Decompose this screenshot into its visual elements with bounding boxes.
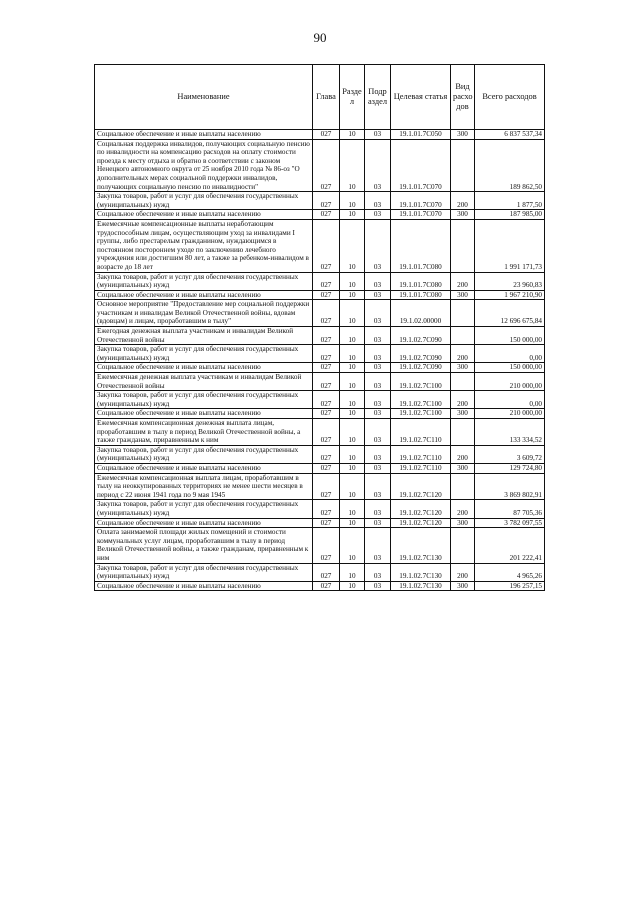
cell-name: Социальное обеспечение и иные выплаты населению — [95, 130, 313, 140]
cell-section: 10 — [340, 327, 365, 345]
cell-type — [451, 327, 475, 345]
table-row — [95, 219, 545, 272]
cell-article: 19.1.01.7С080 — [391, 290, 451, 300]
table-row — [95, 327, 545, 345]
cell-type: 200 — [451, 391, 475, 409]
cell-type: 300 — [451, 363, 475, 373]
cell-section: 10 — [340, 300, 365, 327]
cell-subsection: 03 — [365, 581, 391, 591]
cell-subsection: 03 — [365, 518, 391, 528]
cell-total: 189 862,50 — [475, 139, 545, 192]
cell-chapter: 027 — [313, 363, 340, 373]
table-row — [95, 300, 545, 327]
cell-total: 12 696 675,84 — [475, 300, 545, 327]
cell-chapter: 027 — [313, 300, 340, 327]
cell-article: 19.1.01.7С070 — [391, 210, 451, 220]
cell-type: 300 — [451, 290, 475, 300]
table-row — [95, 373, 545, 391]
cell-section: 10 — [340, 219, 365, 272]
table-row — [95, 518, 545, 528]
cell-type — [451, 419, 475, 446]
cell-total: 87 705,36 — [475, 500, 545, 518]
table-body — [95, 130, 545, 591]
cell-section: 10 — [340, 139, 365, 192]
cell-article: 19.1.01.7С050 — [391, 130, 451, 140]
cell-chapter: 027 — [313, 463, 340, 473]
table-row — [95, 463, 545, 473]
cell-chapter: 027 — [313, 373, 340, 391]
cell-type — [451, 139, 475, 192]
cell-subsection: 03 — [365, 219, 391, 272]
cell-article: 19.1.02.7С100 — [391, 373, 451, 391]
cell-total: 187 985,00 — [475, 210, 545, 220]
table-row — [95, 272, 545, 290]
cell-article: 19.1.02.7С090 — [391, 363, 451, 373]
cell-total: 150 000,00 — [475, 327, 545, 345]
cell-section: 10 — [340, 363, 365, 373]
cell-name: Ежемесячная компенсационная выплата лицам, проработавшим в тылу на неоккупированных территориях не менее шести месяцев в период с 22 июня 1941 года по 9 мая 1945 — [95, 473, 313, 500]
cell-type: 200 — [451, 445, 475, 463]
cell-type: 300 — [451, 518, 475, 528]
cell-subsection: 03 — [365, 345, 391, 363]
table-row — [95, 445, 545, 463]
cell-section: 10 — [340, 581, 365, 591]
cell-name: Основное мероприятие "Предоставление мер социальной поддержки участникам и инвалидам Великой Отечественной войны, вдовам (вдовцам) и лицам, проработавшим в тылу" — [95, 300, 313, 327]
cell-chapter: 027 — [313, 419, 340, 446]
table-row — [95, 210, 545, 220]
cell-section: 10 — [340, 192, 365, 210]
cell-type — [451, 300, 475, 327]
cell-name: Социальное обеспечение и иные выплаты населению — [95, 363, 313, 373]
cell-subsection: 03 — [365, 409, 391, 419]
cell-chapter: 027 — [313, 130, 340, 140]
table-row — [95, 419, 545, 446]
cell-name: Социальное обеспечение и иные выплаты населению — [95, 581, 313, 591]
cell-subsection: 03 — [365, 139, 391, 192]
table-row — [95, 192, 545, 210]
cell-chapter: 027 — [313, 581, 340, 591]
cell-type: 200 — [451, 500, 475, 518]
cell-total: 0,00 — [475, 391, 545, 409]
cell-total: 201 222,41 — [475, 528, 545, 563]
cell-subsection: 03 — [365, 528, 391, 563]
cell-chapter: 027 — [313, 409, 340, 419]
cell-chapter: 027 — [313, 563, 340, 581]
cell-section: 10 — [340, 391, 365, 409]
cell-subsection: 03 — [365, 300, 391, 327]
cell-article: 19.1.02.7С110 — [391, 419, 451, 446]
cell-chapter: 027 — [313, 518, 340, 528]
cell-total: 150 000,00 — [475, 363, 545, 373]
cell-article: 19.1.01.7С070 — [391, 139, 451, 192]
cell-chapter: 027 — [313, 500, 340, 518]
cell-article: 19.1.02.7С100 — [391, 409, 451, 419]
cell-total: 196 257,15 — [475, 581, 545, 591]
cell-total: 210 000,00 — [475, 373, 545, 391]
cell-type: 300 — [451, 130, 475, 140]
cell-subsection: 03 — [365, 563, 391, 581]
cell-name: Закупка товаров, работ и услуг для обеспечения государственных (муниципальных) нужд — [95, 500, 313, 518]
header-total: Всего расходов — [475, 65, 545, 130]
cell-total: 6 837 537,34 — [475, 130, 545, 140]
cell-total: 3 782 097,55 — [475, 518, 545, 528]
cell-type: 200 — [451, 563, 475, 581]
header-chapter: Глава — [313, 65, 340, 130]
cell-chapter: 027 — [313, 473, 340, 500]
cell-article: 19.1.01.7С070 — [391, 192, 451, 210]
table-row — [95, 581, 545, 591]
cell-total: 3 869 802,91 — [475, 473, 545, 500]
cell-section: 10 — [340, 563, 365, 581]
table-row — [95, 473, 545, 500]
cell-total: 210 000,00 — [475, 409, 545, 419]
cell-chapter: 027 — [313, 272, 340, 290]
cell-total: 129 724,80 — [475, 463, 545, 473]
cell-subsection: 03 — [365, 363, 391, 373]
cell-section: 10 — [340, 272, 365, 290]
cell-subsection: 03 — [365, 210, 391, 220]
cell-article: 19.1.02.7С120 — [391, 500, 451, 518]
cell-name: Закупка товаров, работ и услуг для обеспечения государственных (муниципальных) нужд — [95, 445, 313, 463]
cell-chapter: 027 — [313, 327, 340, 345]
cell-name: Ежемесячные компенсационные выплаты неработающим трудоспособным лицам, осуществляющим уход за инвалидами I группы, либо престарелым гражданином, нуждающимся в постоянном постороннем уходе по заключению лечебного учреждения или достигшим 80 лет, а также за ребенком-инвалидом в возрасте до 18 лет — [95, 219, 313, 272]
cell-type: 300 — [451, 581, 475, 591]
cell-chapter: 027 — [313, 528, 340, 563]
cell-chapter: 027 — [313, 210, 340, 220]
cell-section: 10 — [340, 445, 365, 463]
cell-name: Закупка товаров, работ и услуг для обеспечения государственных (муниципальных) нужд — [95, 391, 313, 409]
table-row — [95, 391, 545, 409]
cell-name: Закупка товаров, работ и услуг для обеспечения государственных (муниципальных) нужд — [95, 272, 313, 290]
table-row — [95, 363, 545, 373]
cell-name: Ежемесячная компенсационная денежная выплата лицам, проработавшим в тылу в период Великой Отечественной войны, а также гражданам, приравненным к ним — [95, 419, 313, 446]
cell-article: 19.1.01.7С080 — [391, 272, 451, 290]
cell-name: Социальное обеспечение и иные выплаты населению — [95, 210, 313, 220]
cell-type — [451, 473, 475, 500]
cell-type: 300 — [451, 463, 475, 473]
cell-subsection: 03 — [365, 327, 391, 345]
header-section: Разде л — [340, 65, 365, 130]
cell-name: Закупка товаров, работ и услуг для обеспечения государственных (муниципальных) нужд — [95, 192, 313, 210]
cell-total: 0,00 — [475, 345, 545, 363]
cell-total: 4 965,26 — [475, 563, 545, 581]
cell-total: 3 609,72 — [475, 445, 545, 463]
cell-chapter: 027 — [313, 391, 340, 409]
table-row — [95, 528, 545, 563]
cell-subsection: 03 — [365, 391, 391, 409]
cell-section: 10 — [340, 345, 365, 363]
cell-chapter: 027 — [313, 345, 340, 363]
cell-section: 10 — [340, 290, 365, 300]
cell-type: 200 — [451, 192, 475, 210]
cell-article: 19.1.02.7С090 — [391, 345, 451, 363]
cell-type: 300 — [451, 409, 475, 419]
cell-name: Ежемесячная денежная выплата участникам и инвалидам Великой Отечественной войны — [95, 373, 313, 391]
cell-subsection: 03 — [365, 419, 391, 446]
cell-article: 19.1.02.7С090 — [391, 327, 451, 345]
cell-section: 10 — [340, 463, 365, 473]
cell-article: 19.1.02.7С110 — [391, 463, 451, 473]
cell-article: 19.1.02.7С130 — [391, 528, 451, 563]
page-number: 90 — [313, 30, 327, 45]
cell-total: 23 960,83 — [475, 272, 545, 290]
budget-table-container — [94, 64, 545, 591]
cell-section: 10 — [340, 409, 365, 419]
cell-article: 19.1.02.00000 — [391, 300, 451, 327]
cell-type: 200 — [451, 345, 475, 363]
cell-section: 10 — [340, 500, 365, 518]
cell-chapter: 027 — [313, 219, 340, 272]
cell-type: 300 — [451, 210, 475, 220]
cell-subsection: 03 — [365, 500, 391, 518]
table-row — [95, 290, 545, 300]
table-row — [95, 563, 545, 581]
cell-name: Социальное обеспечение и иные выплаты населению — [95, 409, 313, 419]
table-row — [95, 139, 545, 192]
cell-subsection: 03 — [365, 445, 391, 463]
cell-subsection: 03 — [365, 272, 391, 290]
cell-total: 133 334,52 — [475, 419, 545, 446]
table-row — [95, 130, 545, 140]
cell-section: 10 — [340, 473, 365, 500]
table-header-row — [95, 65, 545, 130]
cell-article: 19.1.02.7С100 — [391, 391, 451, 409]
cell-name: Социальная поддержка инвалидов, получающих социальную пенсию по инвалидности на компенсацию расходов на оплату стоимости проезда к месту отдыха и обратно в соответствии с законом Ненецкого автономного округа от 25 ноября 2010 года № 86-оз "О дополнительных мерах социальной поддержки инвалидов, получающих социальную пенсию по инвалидности" — [95, 139, 313, 192]
cell-section: 10 — [340, 210, 365, 220]
cell-total: 1 967 210,90 — [475, 290, 545, 300]
cell-name: Ежегодная денежная выплата участникам и инвалидам Великой Отечественной войны — [95, 327, 313, 345]
cell-chapter: 027 — [313, 445, 340, 463]
cell-subsection: 03 — [365, 130, 391, 140]
cell-chapter: 027 — [313, 139, 340, 192]
cell-name: Социальное обеспечение и иные выплаты населению — [95, 518, 313, 528]
budget-table — [94, 64, 545, 591]
table-row — [95, 500, 545, 518]
cell-subsection: 03 — [365, 463, 391, 473]
cell-section: 10 — [340, 528, 365, 563]
cell-name: Закупка товаров, работ и услуг для обеспечения государственных (муниципальных) нужд — [95, 345, 313, 363]
cell-subsection: 03 — [365, 192, 391, 210]
cell-section: 10 — [340, 130, 365, 140]
cell-total: 1 877,50 — [475, 192, 545, 210]
cell-name: Оплата занимаемой площади жилых помещений и стоимости коммунальных услуг лицам, проработавшим в тылу в период Великой Отечественной войны, а также гражданам, приравненным к ним — [95, 528, 313, 563]
header-type: Вид расхо дов — [451, 65, 475, 130]
cell-chapter: 027 — [313, 192, 340, 210]
cell-name: Закупка товаров, работ и услуг для обеспечения государственных (муниципальных) нужд — [95, 563, 313, 581]
cell-chapter: 027 — [313, 290, 340, 300]
header-name: Наименование — [95, 65, 313, 130]
cell-subsection: 03 — [365, 373, 391, 391]
cell-article: 19.1.02.7С130 — [391, 581, 451, 591]
header-article: Целевая статья — [391, 65, 451, 130]
cell-type — [451, 373, 475, 391]
cell-total: 1 991 171,73 — [475, 219, 545, 272]
table-row — [95, 345, 545, 363]
cell-article: 19.1.02.7С120 — [391, 473, 451, 500]
cell-type — [451, 528, 475, 563]
cell-name: Социальное обеспечение и иные выплаты населению — [95, 463, 313, 473]
cell-section: 10 — [340, 419, 365, 446]
cell-article: 19.1.02.7С130 — [391, 563, 451, 581]
cell-article: 19.1.02.7С110 — [391, 445, 451, 463]
cell-article: 19.1.01.7С080 — [391, 219, 451, 272]
table-row — [95, 409, 545, 419]
cell-subsection: 03 — [365, 473, 391, 500]
cell-section: 10 — [340, 518, 365, 528]
cell-type — [451, 219, 475, 272]
header-subsection: Подр аздел — [365, 65, 391, 130]
cell-subsection: 03 — [365, 290, 391, 300]
cell-type: 200 — [451, 272, 475, 290]
cell-name: Социальное обеспечение и иные выплаты населению — [95, 290, 313, 300]
cell-section: 10 — [340, 373, 365, 391]
cell-article: 19.1.02.7С120 — [391, 518, 451, 528]
